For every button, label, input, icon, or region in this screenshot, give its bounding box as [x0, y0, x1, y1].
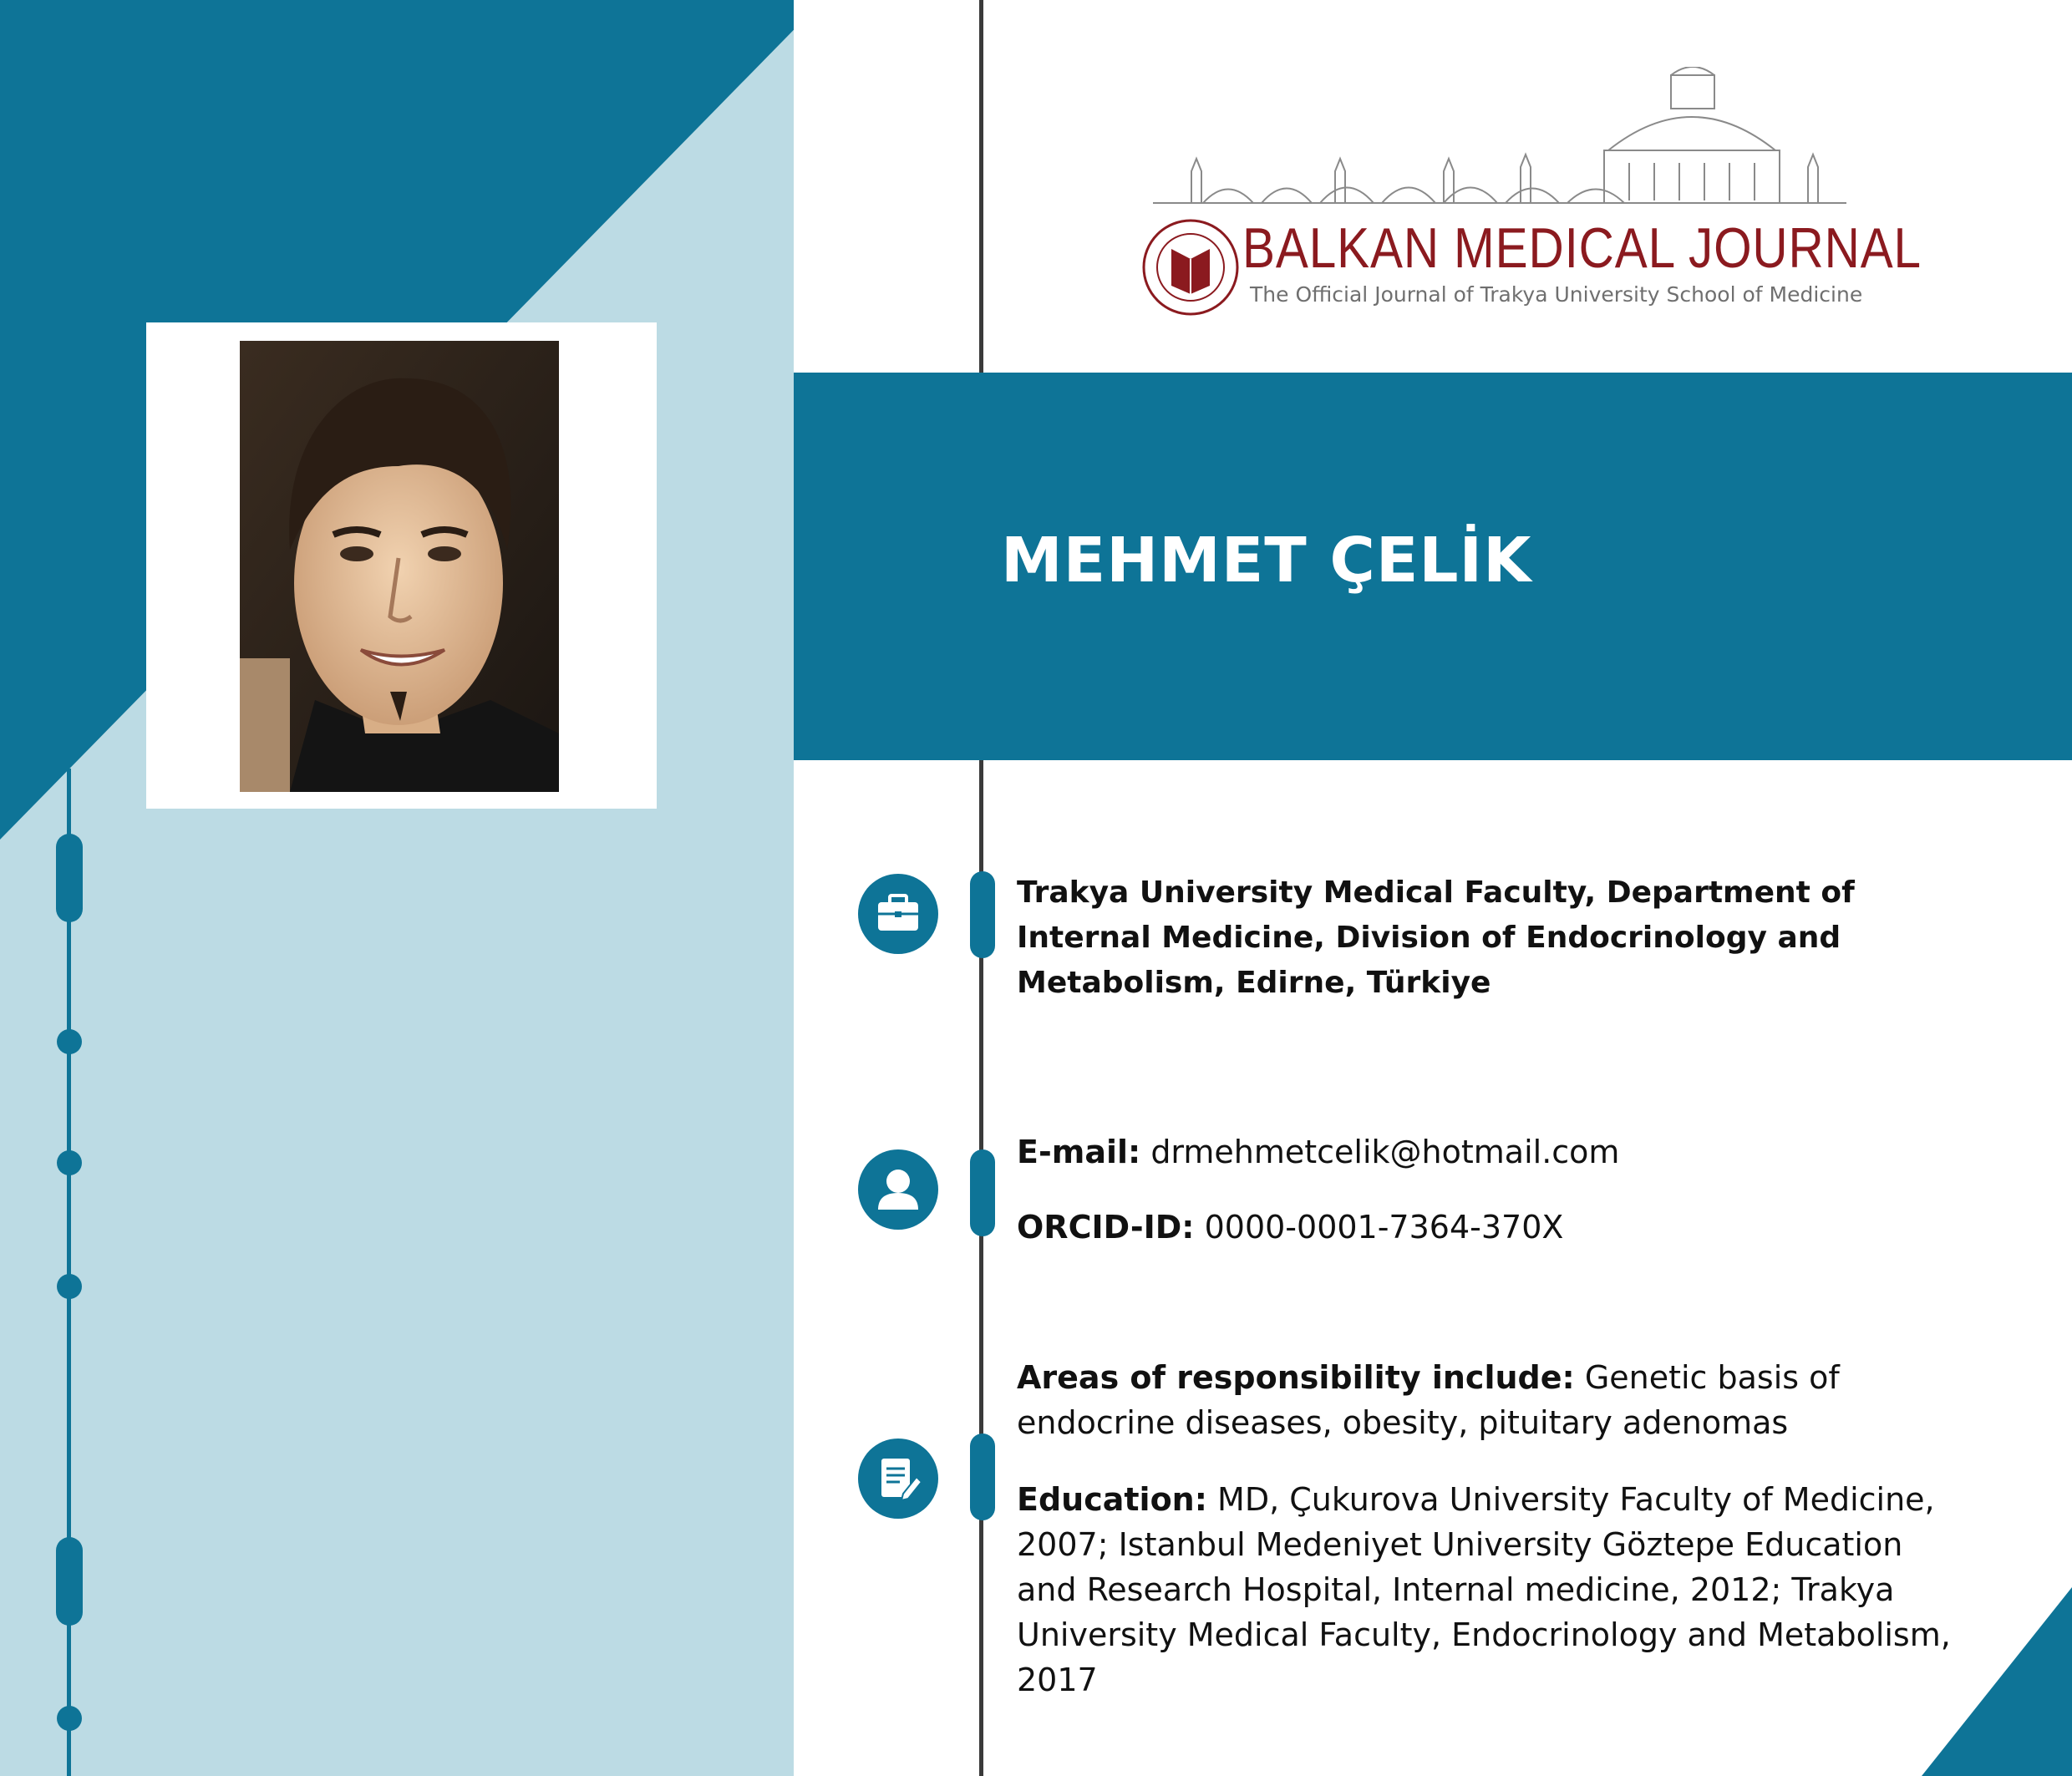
portrait-frame [146, 322, 657, 809]
email-value[interactable]: drmehmetcelik@hotmail.com [1150, 1134, 1620, 1170]
education-value: MD, Çukurova University Faculty of Medicine, 2007; Istanbul Medeniyet University Göztepe Education and Research Hospital, Internal medicine, 2012; Trakya University Medical Faculty, Endocrinology and Metabolism, 2017 [1017, 1481, 1951, 1698]
areas-of-responsibility [1017, 1355, 1953, 1445]
email-line [1017, 1129, 1953, 1175]
affiliation-text: Trakya University Medical Faculty, Department of Internal Medicine, Division of Endocrinology and Metabolism, Edirne, Türkiye [1017, 875, 1855, 1000]
journal-subtitle: The Official Journal of Trakya University School of Medicine [1250, 282, 1863, 307]
corner-triangle [1922, 1587, 2072, 1776]
document-edit-icon [858, 1439, 938, 1519]
left-decorative-panel [0, 0, 794, 1776]
section-marker [970, 871, 995, 958]
journal-title: BALKAN MEDICAL JOURNAL [1242, 216, 1922, 280]
orcid-label: ORCID-ID: [1017, 1209, 1195, 1246]
section-marker [970, 1433, 995, 1520]
email-label: E-mail: [1017, 1134, 1141, 1170]
orcid-line [1017, 1205, 1953, 1250]
journal-seal [1144, 221, 1237, 314]
user-icon [858, 1149, 938, 1230]
portrait-photo [240, 341, 559, 792]
education [1017, 1477, 1953, 1702]
orcid-value: 0000-0001-7364-370X [1204, 1209, 1564, 1246]
areas-label: Areas of responsibility include: [1017, 1359, 1575, 1396]
person-name: MEHMET ÇELİK [1001, 525, 1532, 596]
section-marker [970, 1149, 995, 1236]
areas-value: Genetic basis of endocrine diseases, obesity, pituitary adenomas [1017, 1359, 1840, 1441]
education-label: Education: [1017, 1481, 1207, 1518]
briefcase-icon [858, 874, 938, 954]
